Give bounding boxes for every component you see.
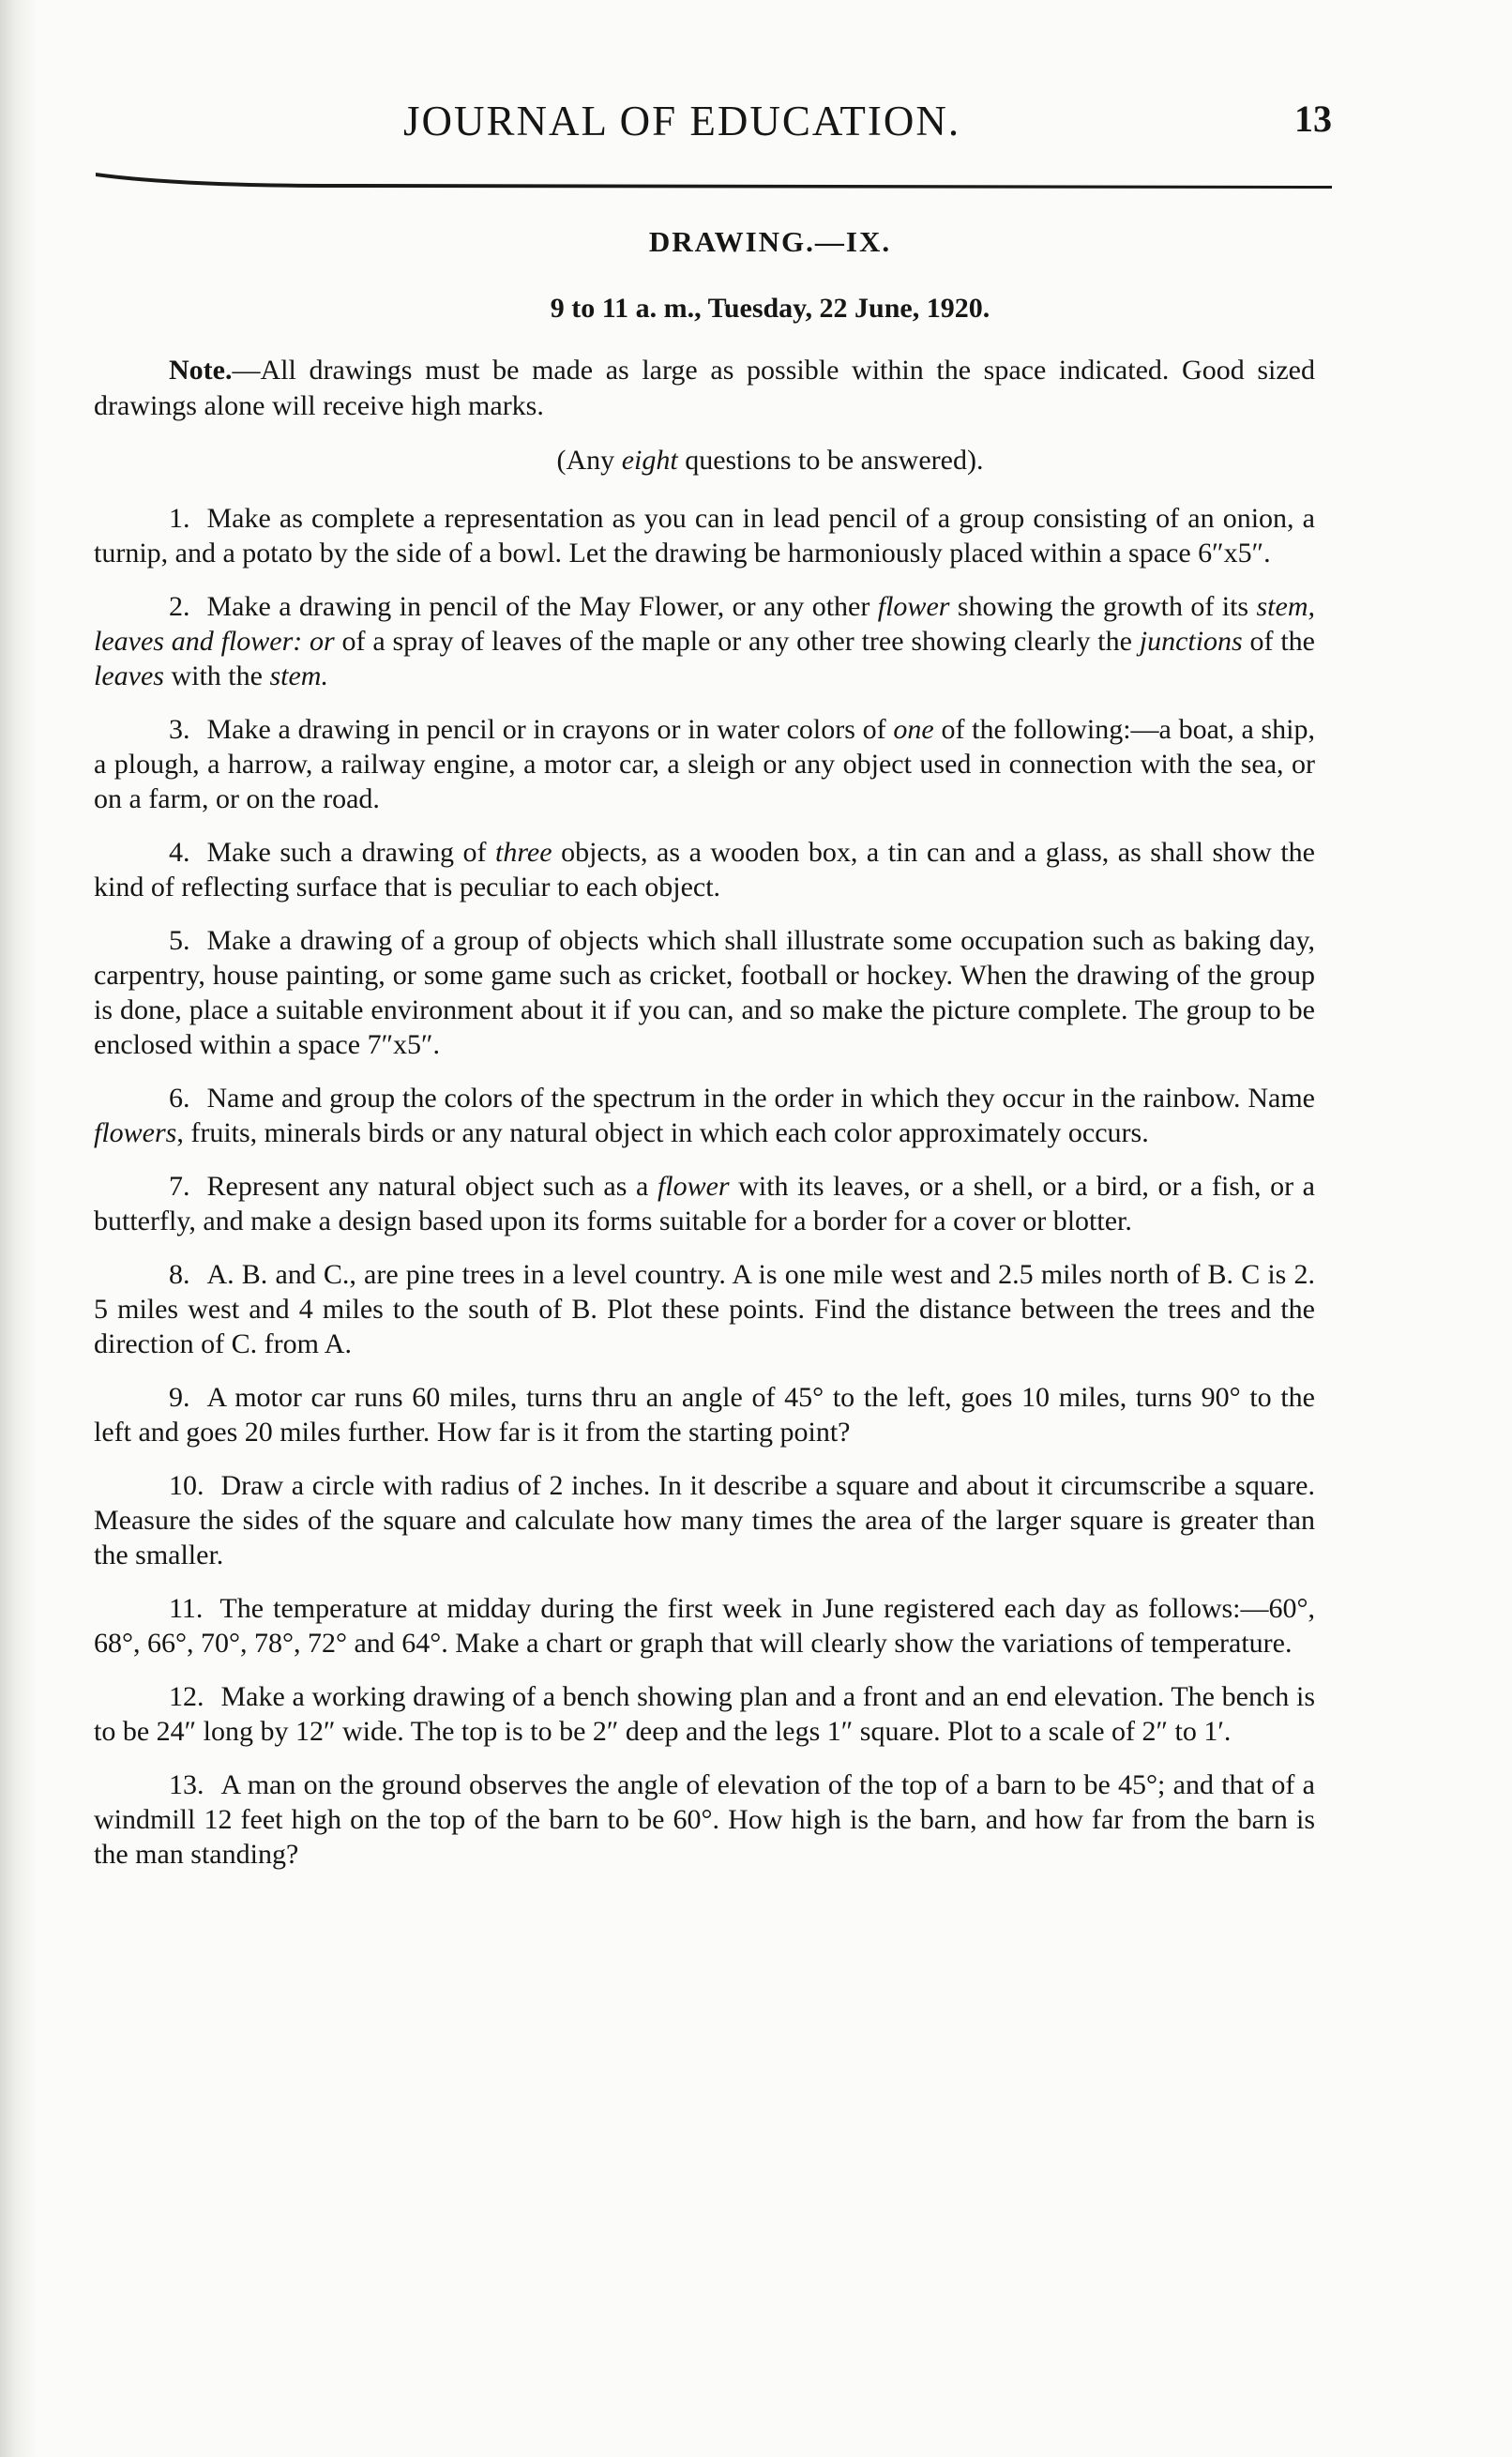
question-3 [94,712,1315,816]
question-emphasis: flower [657,1171,730,1202]
question-text: The temperature at midday during the first week in June registered each day as follows:—60°, 68°, 66°, 70°, 78°, 72° and 64°. Make a chart or graph that will clearly show the variations of temperature. [94,1593,1315,1659]
question-number: 11. [169,1593,204,1624]
question-number: 3. [169,714,190,745]
question-emphasis: one [893,714,934,745]
question-text: Represent any natural object such as a [206,1171,658,1202]
question-emphasis: three [495,837,552,868]
journal-title: JOURNAL OF EDUCATION. [403,98,961,144]
question-emphasis: flower [877,591,950,622]
header-rule [94,167,1332,195]
question-7 [94,1169,1315,1238]
question-number: 13. [169,1769,204,1800]
question-text: Name and group the colors of the spectrum in the order in which they occur in the rainbow. Name [206,1083,1315,1114]
exam-date: 9 to 11 a. m., Tuesday, 22 June, 1920. [550,293,990,324]
question-list [94,501,1315,1872]
header-rule-line [94,167,1332,195]
question-emphasis: stem. [269,660,328,691]
question-text: A motor car runs 60 miles, turns thru an angle of 45° to the left, goes 10 miles, turns 90° to the left and goes 20 miles further. How far is it from the starting point? [94,1382,1315,1448]
instruction-emphasis: eight [621,445,678,476]
question-text: of the following:—a boat, a ship, a plough, a harrow, a railway engine, a motor car, a sleigh or any object used in connection with the sea, or on a farm, or on the road. [94,714,1316,814]
question-10 [94,1468,1315,1572]
exam-title: DRAWING.—IX. [648,225,892,258]
question-text: Draw a circle with radius of 2 inches. In it describe a square and about it circumscribe a square. Measure the sides of the square and calculate how many times the area of the larger square is greater than the smaller. [94,1470,1315,1570]
question-number: 4. [169,837,190,868]
question-text: with the [163,660,270,691]
running-head [94,89,1332,155]
question-number: 10. [169,1470,204,1501]
question-number: 7. [169,1171,190,1202]
question-number: 2. [169,591,190,622]
question-11 [94,1591,1315,1661]
question-text: showing the growth of its [949,591,1257,622]
question-6 [94,1081,1315,1150]
question-text: Make a drawing of a group of objects which shall illustrate some occupation such as baking day, carpentry, house painting, or some game such as cricket, football or hockey. When the drawing of the group is done, place a suitable environment about it if you can, and so make the picture complete. The group to be enclosed within a space 7″x5″. [94,925,1315,1060]
question-text: Make such a drawing of [206,837,496,868]
question-1 [94,501,1315,570]
question-number: 6. [169,1083,190,1114]
question-text: of the [1242,626,1315,657]
exam-content [94,216,1315,1890]
question-number: 9. [169,1382,190,1413]
page-number: 13 [1294,98,1332,140]
page-edge-shadow [0,0,38,2457]
question-text: Make a drawing in pencil of the May Flower, or any other [206,591,878,622]
question-emphasis: leaves [94,660,164,691]
question-number: 5. [169,925,190,956]
question-text: with its leaves, or a shell, or a bird, or a fish, or a butterfly, and make a design based upon its forms suitable for a border for a cover or blotter. [94,1171,1315,1236]
question-text: Make a working drawing of a bench showing plan and a front and an end elevation. The bench is to be 24″ long by 12″ wide. The top is to be 2″ deep and the legs 1″ square. Plot to a scale of 2″ to 1′. [94,1681,1315,1747]
question-9 [94,1380,1315,1449]
question-text: Make a drawing in pencil or in crayons or in water colors of [206,714,894,745]
question-text: , fruits, minerals birds or any natural object in which each color approximately occurs. [176,1117,1149,1148]
question-12 [94,1679,1315,1749]
question-4 [94,835,1315,904]
question-text: Make as complete a representation as you can in lead pencil of a group consisting of an onion, a turnip, and a potato by the side of a bowl. Let the drawing be harmoniously placed within a space 6″x5″. [94,503,1315,569]
question-5 [94,923,1315,1062]
question-number: 1. [169,503,190,534]
question-text: of a spray of leaves of the maple or any other tree showing clearly the [334,626,1140,657]
instruction-text-start: (Any [556,445,622,476]
question-8 [94,1257,1315,1361]
question-number: 12. [169,1681,204,1712]
question-text: A. B. and C., are pine trees in a level country. A is one mile west and 2.5 miles north of B. C is 2. 5 miles west and 4 miles to the south of B. Plot these points. Find the distance between the trees and the direction of C. from A. [94,1259,1315,1359]
question-emphasis: flowers [94,1117,177,1148]
question-13 [94,1767,1315,1872]
question-emphasis: junctions [1139,626,1243,657]
instruction-text-end: questions to be answered). [677,445,984,476]
exam-note [94,353,1315,424]
question-emphasis: stem, leaves and flower: or [94,591,1315,657]
question-number: 8. [169,1259,190,1290]
note-text: —All drawings must be made as large as possible within the space indicated. Good sized drawings alone will receive high marks. [94,355,1315,421]
question-text: A man on the ground observes the angle of elevation of the top of a barn to be 45°; and that of a windmill 12 feet high on the top of the barn to be 60°. How high is the barn, and how far from the barn is the man standing? [94,1769,1315,1870]
note-label: Note. [169,355,233,386]
answer-instruction [94,445,1315,477]
question-2 [94,589,1315,693]
question-text: objects, as a wooden box, a tin can and a glass, as shall show the kind of reflecting surface that is peculiar to each object. [94,837,1315,902]
